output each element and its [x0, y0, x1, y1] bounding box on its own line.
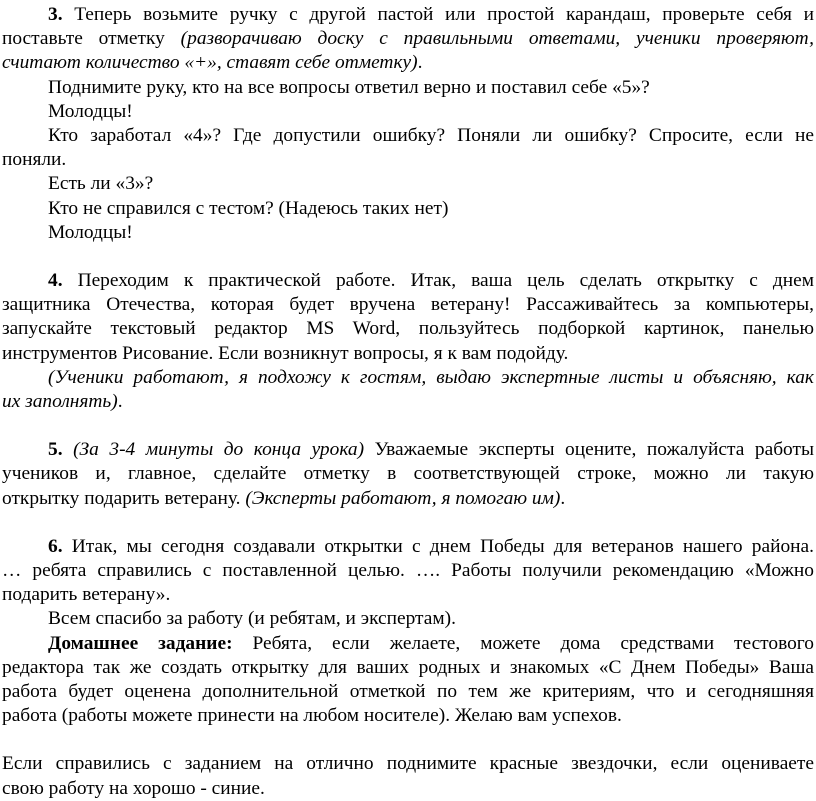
homework-line-4: работа (работы можете принести на любом носителе). Желаю вам успехов.: [2, 705, 622, 727]
section-4-line-5: (Ученики работают, я подхожу к гостям, выдаю экспертные листы и объясняю, как: [48, 366, 814, 388]
section-6-line-2: … ребята справились с поставленной целью. …. Работы получили рекомендацию «Можно: [2, 560, 814, 582]
final-line-2: свою работу на хорошо - синие.: [2, 777, 265, 799]
homework-line-2: редактора так же создать открытку для ваших родных и знакомых «С Днем Победы» Ваша: [2, 656, 814, 678]
section-4-line-6: их заполнять).: [2, 391, 123, 413]
section-5-line-2: учеников и, главное, сделайте отметку в соответствующей строке, можно ли такую: [2, 463, 814, 485]
section-5-number: 5.: [48, 439, 63, 461]
thanks-line: Всем спасибо за работу (и ребятам, и экспертам).: [48, 608, 456, 630]
homework-line-3: работа будет оценена дополнительной отметкой по тем же критериям, что и сегодняшняя: [2, 681, 814, 703]
question-four: Кто заработал «4»? Где допустили ошибку? Поняли ли ошибку? Спросите, если не: [48, 125, 814, 147]
section-6-number: 6.: [48, 535, 63, 557]
section-6-line-1: 6. Итак, мы сегодня создавали открытки с днем Победы для ветеранов нашего района.: [48, 535, 814, 557]
praise-1: Молодцы!: [48, 100, 133, 122]
section-3-line-3: считают количество «+», ставят себе отметку).: [2, 52, 423, 74]
praise-2: Молодцы!: [48, 221, 133, 243]
section-3-line-2: поставьте отметку (разворачиваю доску с правильными ответами, ученики проверяют,: [2, 28, 815, 50]
question-three: Есть ли «3»?: [48, 173, 154, 195]
section-3-line-1: 3. Теперь возьмите ручку с другой пастой или простой карандаш, проверьте себя и: [48, 4, 814, 25]
section-4-line-2: защитника Отечества, которая будет вручена ветерану! Рассаживайтесь за компьютеры,: [2, 294, 814, 316]
homework-label: Домашнее задание:: [48, 632, 233, 654]
section-4-number: 4.: [48, 270, 63, 292]
section-3-number: 3.: [48, 4, 63, 25]
question-four-cont: поняли.: [2, 149, 67, 171]
final-line-1: Если справились с заданием на отлично поднимите красные звездочки, если оцениваете: [2, 753, 814, 775]
question-failed: Кто не справился с тестом? (Надеюсь таких нет): [48, 197, 449, 219]
section-4-line-4: инструментов Рисование. Если возникнут вопросы, я к вам подойду.: [2, 342, 569, 364]
section-5-line-3: открытку подарить ветерану. (Эксперты работают, я помогаю им).: [2, 487, 566, 509]
question-five: Поднимите руку, кто на все вопросы ответил верно и поставил себе «5»?: [48, 76, 650, 98]
section-6-line-3: подарить ветерану».: [2, 584, 171, 606]
section-4-line-3: запускайте текстовый редактор MS Word, пользуйтесь подборкой картинок, панелью: [2, 318, 814, 340]
homework-line-1: Домашнее задание: Ребята, если желаете, можете дома средствами тестового: [48, 632, 814, 654]
section-4-line-1: 4. Переходим к практической работе. Итак, ваша цель сделать открытку с днем: [48, 270, 814, 292]
section-5-line-1: 5. (За 3-4 минуты до конца урока) Уважаемые эксперты оцените, пожалуйста работы: [48, 439, 814, 461]
